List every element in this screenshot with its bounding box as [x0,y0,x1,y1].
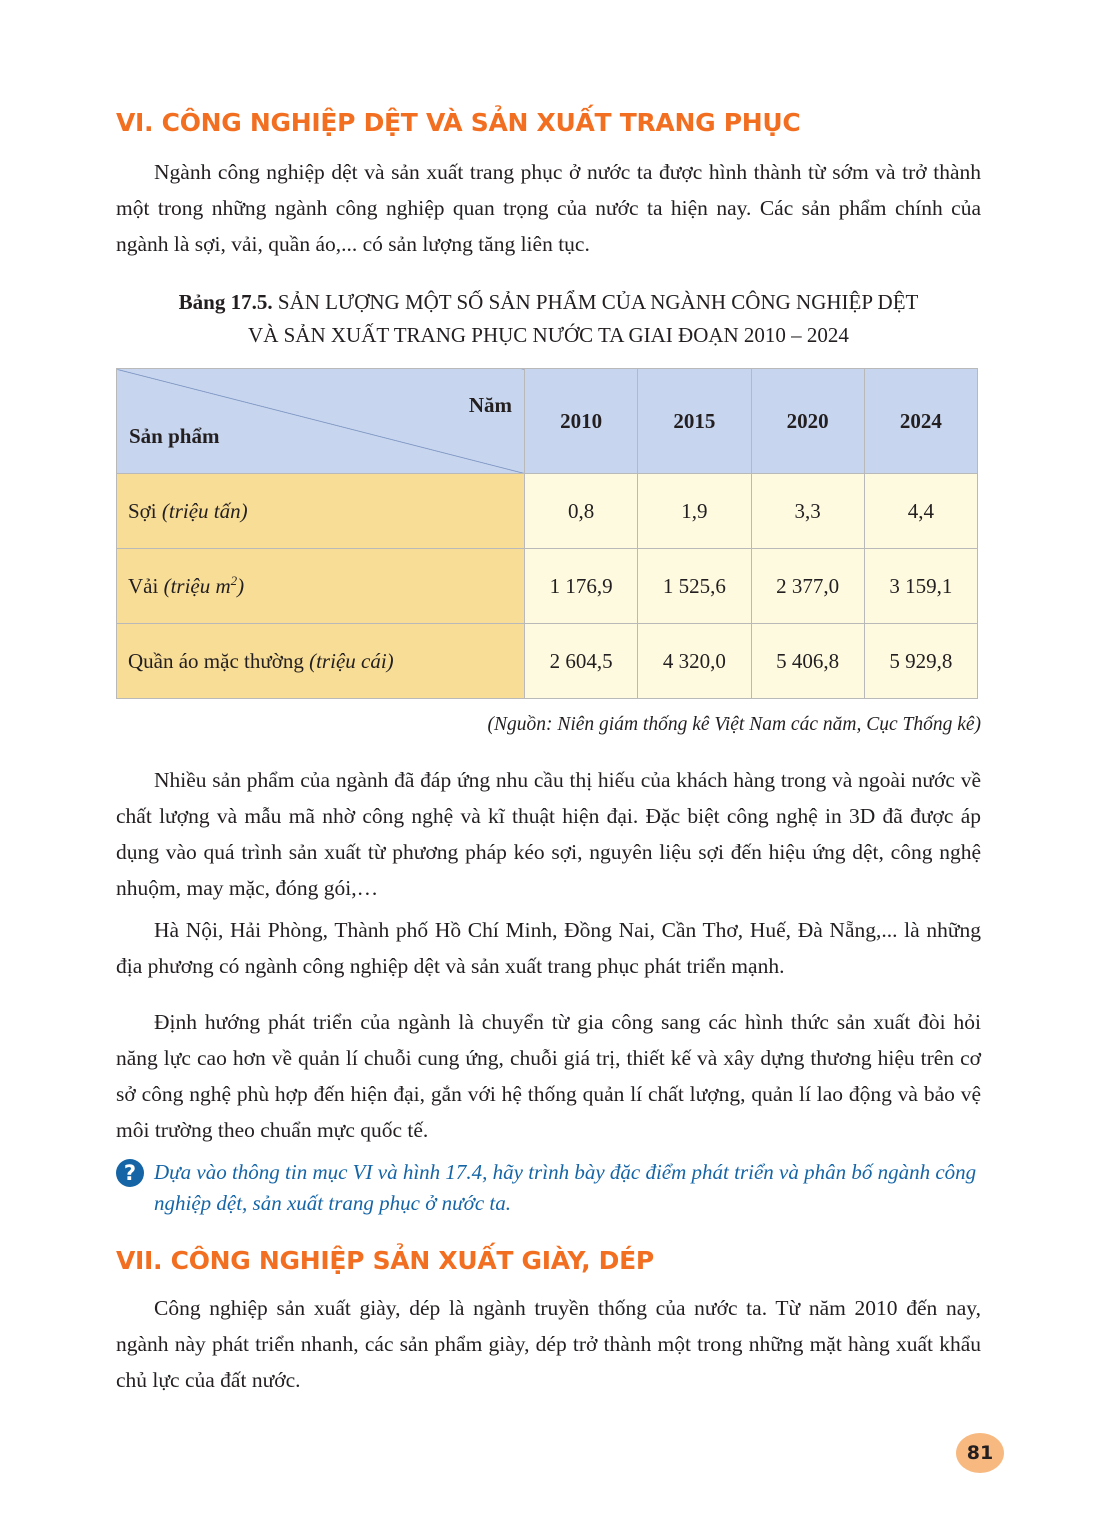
product-name: Quần áo mặc thường [128,648,304,673]
table-cell: 2 604,5 [525,624,638,699]
corner-year-label: Năm [468,393,512,417]
question-box [116,1157,984,1219]
table-cell: 5 929,8 [864,624,977,699]
table-caption-label: Bảng 17.5. [178,290,273,314]
table-caption-line2: VÀ SẢN XUẤT TRANG PHỤC NƯỚC TA GIAI ĐOẠN 2010 – 2024 [248,323,849,347]
product-unit: (triệu $m^2$) [163,573,245,598]
year-header: 2015 [638,369,751,474]
table-source: (Nguồn: Niên giám thống kê Việt Nam các năm, Cục Thống kê) [487,714,981,735]
product-label [117,624,525,699]
table-cell: 0,8 [525,474,638,549]
year-header: 2010 [525,369,638,474]
table-row [117,549,978,624]
table-cell: 1,9 [638,474,751,549]
table-cell: 4 320,0 [638,624,751,699]
table-row [117,624,978,699]
page-number: 81 [966,1442,994,1464]
section-7-heading: VII. CÔNG NGHIỆP SẢN XUẤT GIÀY, DÉP [116,1246,654,1275]
product-unit: (triệu cái) [309,648,394,673]
section-6-intro: Ngành công nghiệp dệt và sản xuất trang phục ở nước ta được hình thành từ sớm và trở thành một trong những ngành công nghiệp quan trọng của nước ta hiện nay. Các sản phẩm chính của ngành là sợi, vải, quần áo,... có sản lượng tăng liên tục. [116,160,981,256]
table-cell: 3,3 [751,474,864,549]
table-cell: 3 159,1 [864,549,977,624]
table-row [117,474,978,549]
paragraph-locations: Hà Nội, Hải Phòng, Thành phố Hồ Chí Minh, Đồng Nai, Cần Thơ, Huế, Đà Nẵng,... là những địa phương có ngành công nghiệp dệt và sản xuất trang phục phát triển mạnh. [116,918,981,978]
table-cell: 4,4 [864,474,977,549]
page-number-badge [956,1433,1006,1473]
paragraph-orientation: Định hướng phát triển của ngành là chuyển từ gia công sang các hình thức sản xuất đòi hỏi năng lực cao hơn về quản lí chuỗi cung ứng, chuỗi giá trị, thiết kế và xây dựng thương hiệu trên cơ sở công nghệ phù hợp đến hiện đại, gắn với hệ thống quản lí chất lượng, quản lí lao động và bảo vệ môi trường theo chuẩn mực quốc tế. [116,1010,981,1142]
table-caption [116,286,981,352]
table-cell: 1 525,6 [638,549,751,624]
table-header-row [117,369,978,474]
table-cell: 1 176,9 [525,549,638,624]
question-icon: ? [116,1159,144,1187]
product-name: Sợi [128,498,157,523]
section-6-heading: VI. CÔNG NGHIỆP DỆT VÀ SẢN XUẤT TRANG PHỤC [116,108,801,137]
year-header: 2020 [751,369,864,474]
table-cell: 2 377,0 [751,549,864,624]
table-caption-line1: SẢN LƯỢNG MỘT SỐ SẢN PHẨM CỦA NGÀNH CÔNG NGHIỆP DỆT [277,290,919,314]
product-unit: (triệu tấn) [161,498,248,523]
paragraph-technology: Nhiều sản phẩm của ngành đã đáp ứng nhu cầu thị hiếu của khách hàng trong và ngoài nước về chất lượng và mẫu mã nhờ công nghệ và kĩ thuật hiện đại. Đặc biệt công nghệ in 3D đã được áp dụng vào quá trình sản xuất từ phương pháp kéo sợi, nguyên liệu sợi đến hiệu ứng dệt, công nghệ nhuộm, may mặc, đóng gói,… [116,768,981,900]
year-header: 2024 [864,369,977,474]
product-name: Vải [128,574,159,598]
product-label [117,474,525,549]
table-cell: 5 406,8 [751,624,864,699]
section-7-intro: Công nghiệp sản xuất giày, dép là ngành truyền thống của nước ta. Từ năm 2010 đến nay, ngành này phát triển nhanh, các sản phẩm giày, dép trở thành một trong những mặt hàng xuất khẩu chủ lực của đất nước. [116,1296,981,1392]
question-text: Dựa vào thông tin mục VI và hình 17.4, hãy trình bày đặc điểm phát triển và phân bố ngành công nghiệp dệt, sản xuất trang phục ở nước ta. [154,1160,977,1215]
product-label [117,549,525,624]
table-corner-cell [117,369,525,474]
corner-product-label: Sản phẩm [129,424,220,448]
production-table [116,368,978,699]
